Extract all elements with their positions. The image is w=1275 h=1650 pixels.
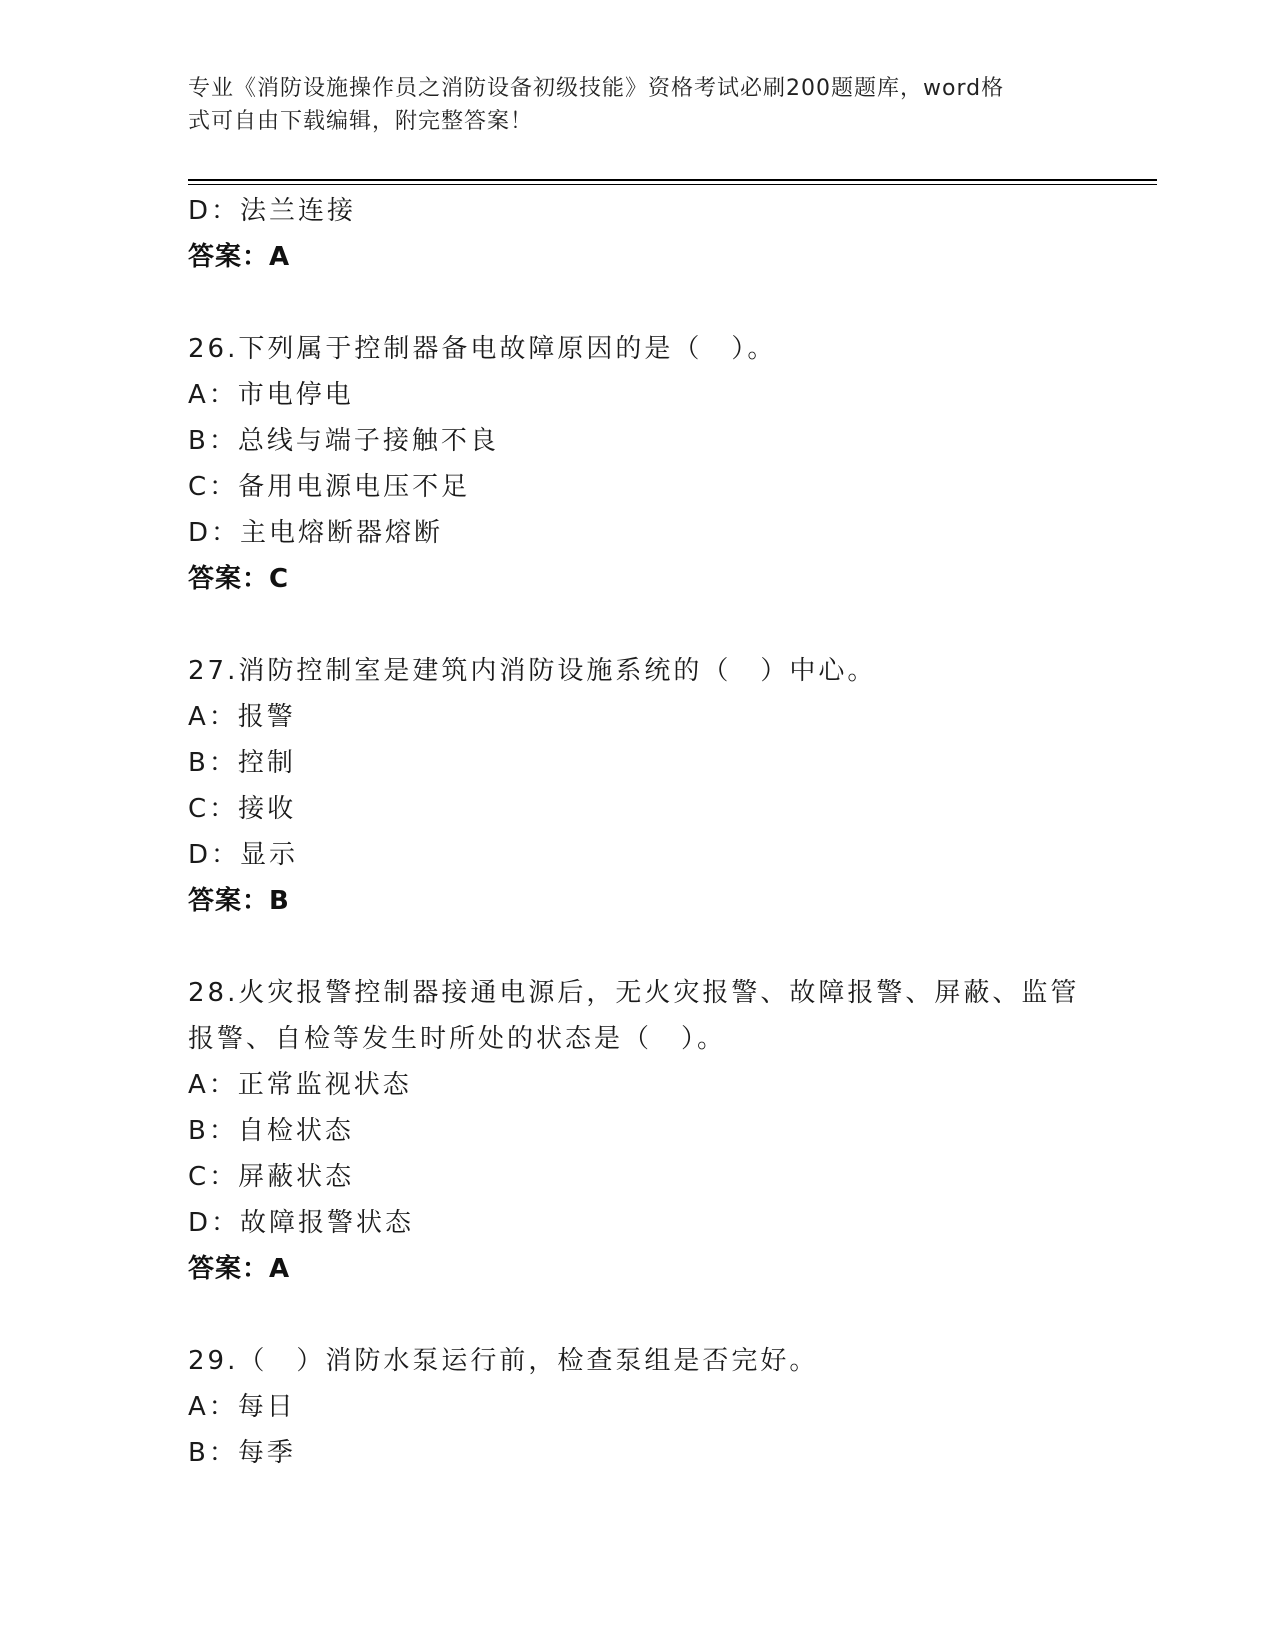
option-d: D：法兰连接 <box>188 196 357 226</box>
question-28 <box>188 970 1088 1292</box>
option-b: B：控制 <box>188 748 296 778</box>
answer-line: 答案：A <box>188 242 291 272</box>
question-stem <box>188 1338 1088 1384</box>
question-stem-line: 27.消防控制室是建筑内消防设施系统的（ ）中心。 <box>188 656 877 686</box>
option-a: A：每日 <box>188 1392 296 1422</box>
header-divider-thick <box>188 179 1157 181</box>
header-title-line-2: 式可自由下载编辑，附完整答案！ <box>188 109 534 134</box>
answer-line: 答案：C <box>188 564 290 594</box>
option-d: D：显示 <box>188 840 299 870</box>
question-stem-line: 29.（ ）消防水泵运行前，检查泵组是否完好。 <box>188 1346 819 1376</box>
question-26 <box>188 326 1088 602</box>
answer-line: 答案：B <box>188 886 290 916</box>
option-d: D：故障报警状态 <box>188 1208 415 1238</box>
question-stem-line: 报警、自检等发生时所处的状态是（ ）。 <box>188 1024 727 1054</box>
option-b: B：总线与端子接触不良 <box>188 426 499 456</box>
header-divider-thin <box>188 184 1157 185</box>
question-stem <box>188 648 1088 694</box>
page-header <box>188 72 1088 138</box>
option-c: C：屏蔽状态 <box>188 1162 355 1192</box>
question-stem <box>188 970 1088 1062</box>
question-stem <box>188 326 1088 372</box>
previous-question-tail <box>188 188 1088 280</box>
header-title-line-1: 专业《消防设施操作员之消防设备初级技能》资格考试必刷200题题库，word格 <box>188 76 1005 101</box>
question-29 <box>188 1338 1088 1476</box>
option-c: C：接收 <box>188 794 297 824</box>
question-list <box>188 188 1088 1476</box>
question-27 <box>188 648 1088 924</box>
question-stem-line: 28.火灾报警控制器接通电源后，无火灾报警、故障报警、屏蔽、监管 <box>188 978 1080 1008</box>
option-b: B：自检状态 <box>188 1116 354 1146</box>
option-a: A：正常监视状态 <box>188 1070 412 1100</box>
answer-line: 答案：A <box>188 1254 291 1284</box>
option-b: B：每季 <box>188 1438 296 1468</box>
option-d: D：主电熔断器熔断 <box>188 518 444 548</box>
option-a: A：报警 <box>188 702 296 732</box>
option-a: A：市电停电 <box>188 380 354 410</box>
question-stem-line: 26.下列属于控制器备电故障原因的是（ ）。 <box>188 334 777 364</box>
option-c: C：备用电源电压不足 <box>188 472 471 502</box>
